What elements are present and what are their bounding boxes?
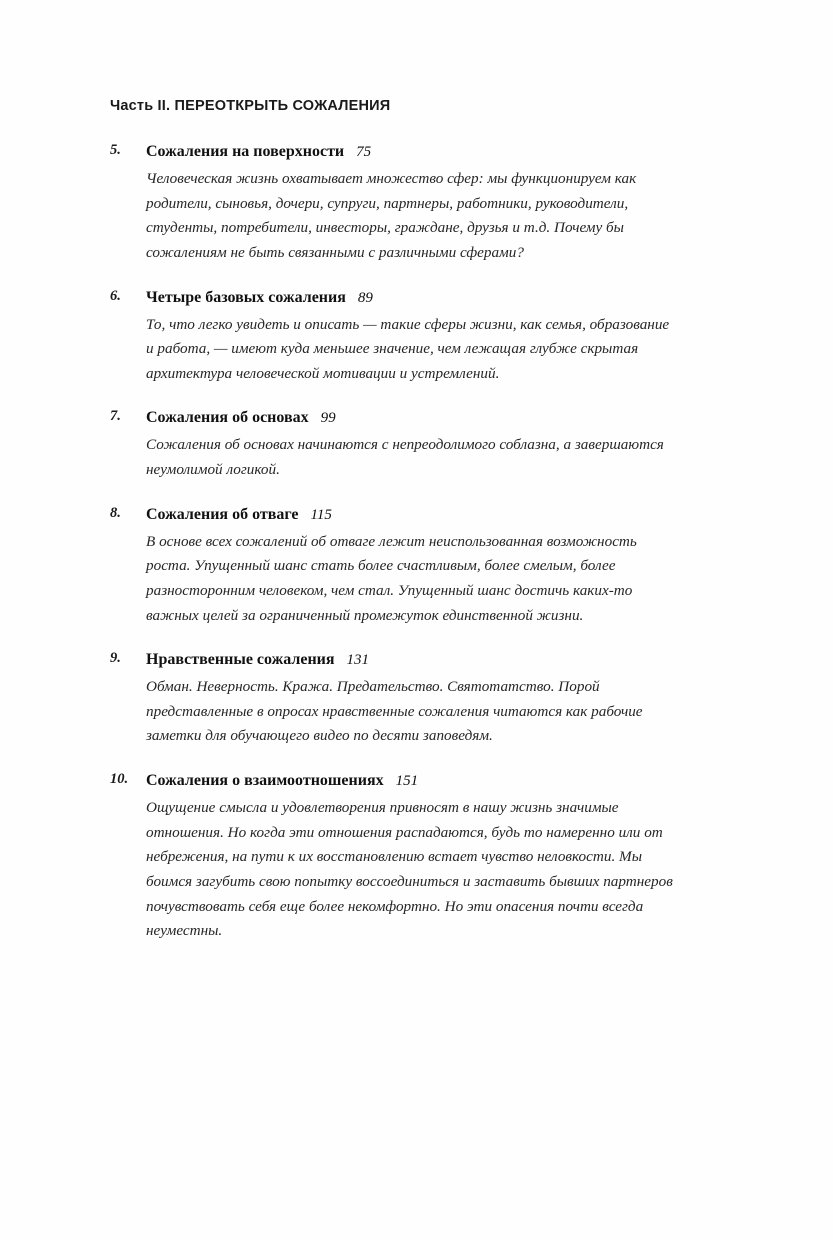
entry-heading (146, 142, 680, 162)
entry-description: Человеческая жизнь охватывает множество сфер: мы функционируем как родители, сыновья, дочери, супруги, партнеры, работники, руководители, студенты, потребители, инвесторы, граждане, друзья и т.д. Почему бы сожалениям не быть связанными с различными сферами? (146, 170, 637, 261)
part-name: ПЕРЕОТКРЫТЬ СОЖАЛЕНИЯ (174, 98, 391, 114)
entry-page-number: 75 (356, 144, 372, 160)
entry-description: То, что легко увидеть и описать — такие сферы жизни, как семья, образование и работа, — имеют куда меньшее значение, чем лежащая глубже скрытая архитектура человеческой мотивации и устремлений. (146, 315, 670, 382)
entry-heading (146, 408, 680, 428)
toc-entry[interactable] (110, 771, 680, 944)
entry-number: 5. (110, 142, 121, 158)
entry-description: Сожаления об основах начинаются с непреодолимого соблазна, а завершаются неумолимой логикой. (146, 436, 664, 478)
part-heading (110, 98, 680, 114)
entry-heading (146, 288, 680, 308)
entry-page-number: 151 (395, 773, 419, 789)
toc-entry[interactable] (110, 142, 680, 266)
entry-description: Ощущение смысла и удовлетворения привносят в нашу жизнь значимые отношения. Но когда эти отношения распадаются, будь то намеренно или от небрежения, на пути к их восстановлению встает чувство неловкости. Мы боимся загубить свою попытку воссоединиться и заставить бывших партнеров почувствовать себя еще более некомфортно. Но эти опасения почти всегда неуместны. (146, 799, 673, 940)
toc-list (110, 142, 680, 944)
entry-number: 6. (110, 287, 121, 304)
table-of-contents (110, 98, 680, 944)
entry-heading (146, 505, 680, 525)
entry-title: Сожаления об основах (146, 409, 309, 427)
entry-description: Обман. Неверность. Кража. Предательство. Святотатство. Порой представленные в опросах нравственные сожаления читаются как рабочие заметки для обучающего видео по десяти заповедям. (146, 678, 643, 745)
entry-page-number: 99 (320, 410, 336, 427)
part-label: Часть II. (110, 98, 171, 114)
entry-title: Четыре базовых сожаления (146, 288, 346, 306)
toc-entry[interactable] (110, 288, 680, 387)
entry-number: 8. (110, 504, 121, 521)
entry-page-number: 89 (357, 289, 373, 306)
entry-title: Сожаления о взаимоотношениях (146, 772, 384, 789)
entry-page-number: 115 (310, 506, 332, 523)
toc-entry[interactable] (110, 505, 680, 629)
entry-title: Нравственные сожаления (146, 651, 335, 669)
entry-number: 10. (110, 771, 129, 787)
entry-heading (146, 771, 680, 791)
entry-title: Сожаления на поверхности (146, 143, 345, 160)
entry-title: Сожаления об отваге (146, 505, 299, 523)
toc-entry[interactable] (110, 408, 680, 482)
entry-heading (146, 650, 680, 670)
toc-entry[interactable] (110, 650, 680, 749)
entry-number: 7. (110, 408, 121, 425)
entry-page-number: 131 (346, 652, 370, 669)
entry-number: 9. (110, 650, 121, 667)
entry-description: В основе всех сожалений об отваге лежит неиспользованная возможность роста. Упущенный шанс стать более счастливым, более смелым, более разносторонним человеком, чем стал. Упущенный шанс достичь каких-то важных целей за ограниченный промежуток единственной жизни. (146, 532, 637, 624)
